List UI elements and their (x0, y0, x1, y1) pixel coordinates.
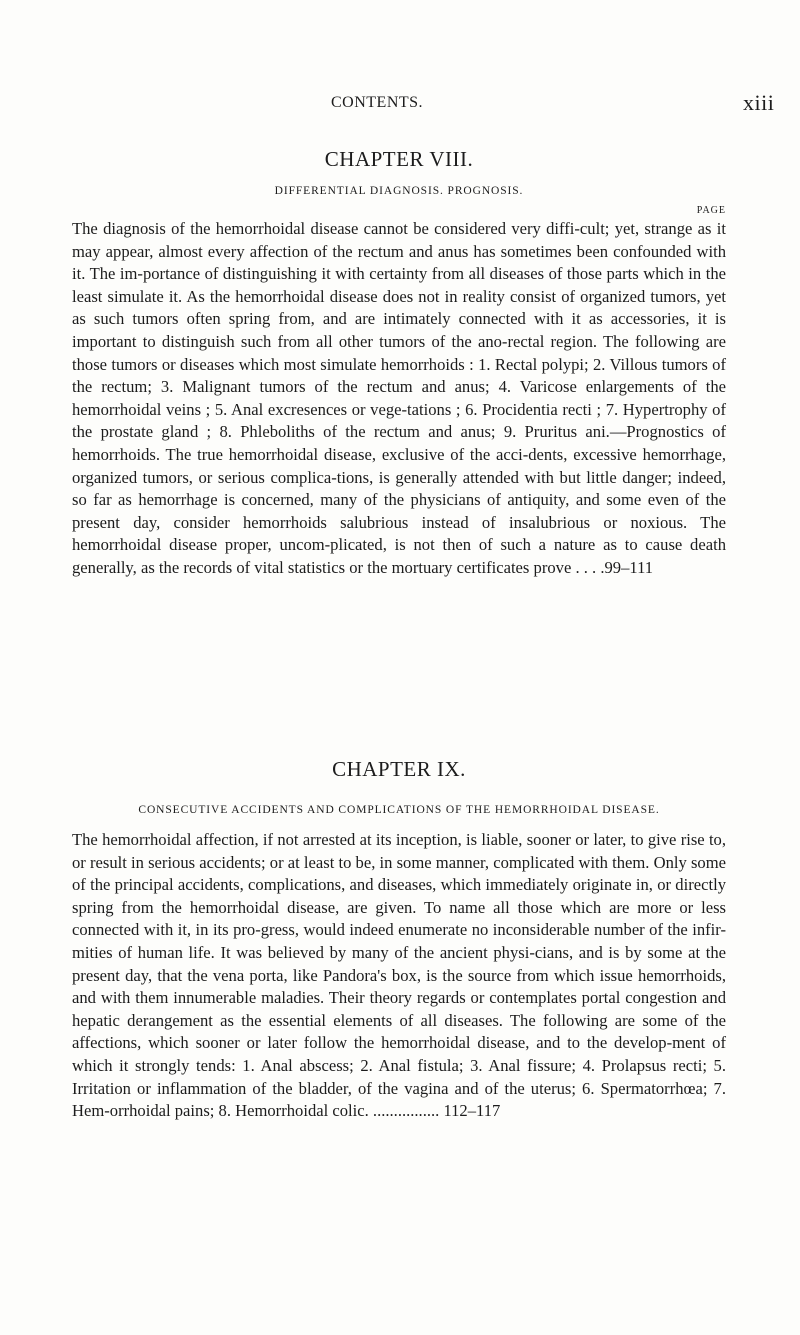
chapter-subtitle: DIFFERENTIAL DIAGNOSIS. PROGNOSIS. (274, 185, 524, 197)
dot-leader: . . . . (571, 557, 605, 577)
chapter-title: CHAPTER IX. (332, 757, 466, 781)
running-title: CONTENTS. (331, 94, 424, 111)
running-head (0, 90, 800, 120)
page-range: 99–111 (604, 557, 654, 577)
chapter-viii-entry (72, 147, 726, 580)
chapter-summary (72, 218, 726, 580)
chapter-title: CHAPTER VIII. (324, 147, 474, 171)
page-number: xiii (743, 90, 775, 115)
page-column-label: PAGE (696, 205, 726, 216)
chapter-ix-entry (72, 757, 726, 1123)
summary-text: The hemorrhoidal affection, if not arrested at its inception, is liable, sooner or later, to give rise to, or result in serious accidents; or at least to be, in some manner, complicated with them. Only some of the principal accidents, complications, and diseases, which immediately originate in, or directly spring from the hemorrhoidal disease, are given. To name all those which are more or less connected with it, in its pro-gress, would indeed enumerate no inconsiderable number of the infir-mities of human life. It was believed by many of the ancient physi-cians, and is by some at the present day, that the vena porta, like Pandora's box, is the source from which issue hemorrhoids, and with them innumerable maladies. Their theory regards or contemplates portal congestion and hepatic derangement as the essential elements of all diseases. The following are some of the affections, which sooner or later follow the hemorrhoidal disease, and to the develop-ment of which it strongly tends: 1. Anal abscess; 2. Anal fistula; 3. Anal fissure; 4. Prolapsus recti; 5. Irritation or inflammation of the bladder, of the vagina and of the uterus; 6. Spermatorrhœa; 7. Hem-orrhoidal pains; 8. Hemorrhoidal colic (72, 830, 726, 1121)
chapter-subtitle: CONSECUTIVE ACCIDENTS AND COMPLICATIONS OF THE HEMORRHOIDAL DISEASE. (138, 804, 660, 816)
page-range: 112–117 (443, 1101, 501, 1121)
summary-text: The diagnosis of the hemorrhoidal disease cannot be considered very diffi-cult; yet, strange as it may appear, almost every affection of the rectum and anus has sometimes been confounded with it. The im-portance of distinguishing it with certainty from all diseases of those parts which in the least simulate it. As the hemorrhoidal disease does not in reality consist of organized tumors, yet as such tumors often spring from, and are intimately connected with it as accessories, it is important to distinguish such from all other tumors of the ano-rectal region. The following are those tumors or diseases which most simulate hemorrhoids : 1. Rectal polypi; 2. Villous tumors of the rectum; 3. Malignant tumors of the rectum and anus; 4. Varicose enlargements of the hemorrhoidal veins ; 5. Anal excresences or vege-tations ; 6. Procidentia recti ; 7. Hypertrophy of the prostate gland ; 8. Phleboliths of the rectum and anus; 9. Pruritus ani.—Prognostics of hemorrhoids. The true hemorrhoidal disease, exclusive of the acci-dents, excessive hemorrhage, organized tumors, or serious complica-tions, is generally attended with but little danger; indeed, so far as hemorrhage is concerned, many of the physicians of antiquity, and some even of the present day, consider hemorrhoids salubrious instead of insalubrious or noxious. The hemorrhoidal disease proper, uncom-plicated, is not then of such a nature as to cause death generally, as the records of vital statistics or the mortuary certificates prove (72, 219, 726, 577)
dot-leader: . ................ (364, 1101, 444, 1121)
chapter-summary (72, 829, 726, 1123)
